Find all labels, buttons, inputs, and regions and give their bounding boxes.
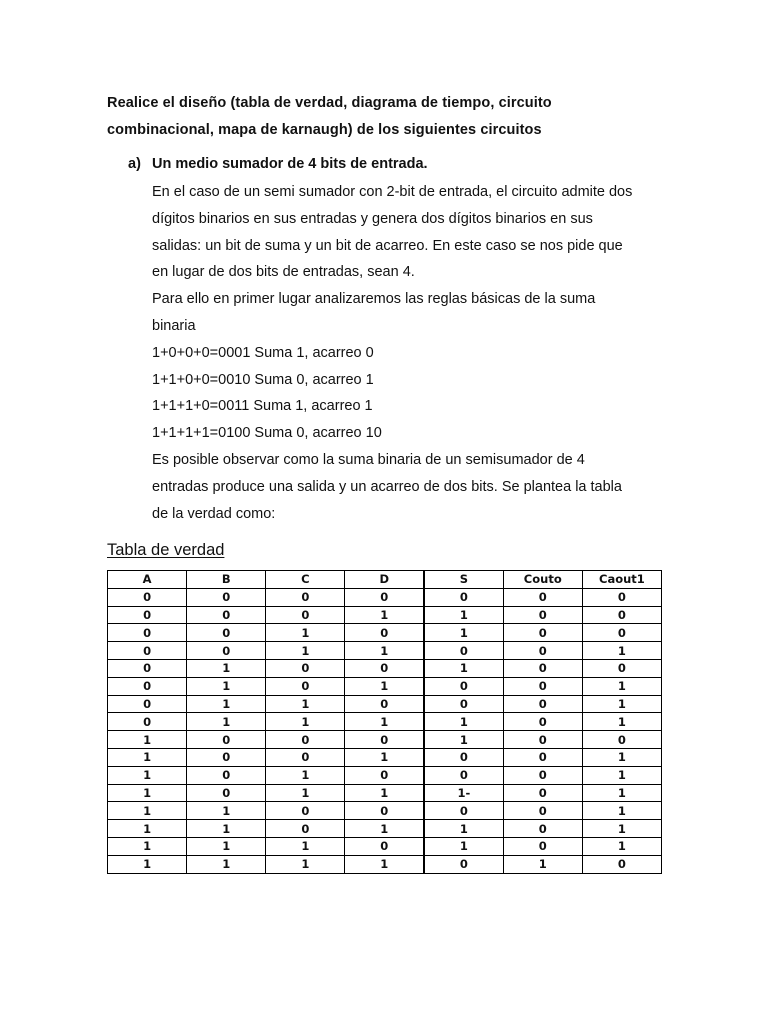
table-cell: 0 [345, 837, 424, 855]
table-row [108, 642, 662, 660]
table-cell: 1 [345, 713, 424, 731]
table-cell: 0 [345, 588, 424, 606]
table-cell: 1 [345, 642, 424, 660]
column-header: Couto [503, 571, 582, 589]
body-line: en lugar de dos bits de entradas, sean 4. [152, 264, 415, 281]
table-cell: 0 [266, 606, 345, 624]
table-cell: 1 [266, 642, 345, 660]
table-cell: 1 [582, 766, 661, 784]
table-cell: 1 [582, 784, 661, 802]
table-cell: 0 [503, 659, 582, 677]
table-cell: 0 [424, 695, 503, 713]
table-title: Tabla de verdad [107, 541, 225, 559]
table-cell: 0 [187, 748, 266, 766]
table-cell: 1 [345, 855, 424, 873]
table-cell: 1 [582, 820, 661, 838]
table-cell: 0 [187, 766, 266, 784]
table-cell: 0 [424, 677, 503, 695]
table-cell: 0 [108, 677, 187, 695]
table-cell: 0 [503, 677, 582, 695]
table-row [108, 766, 662, 784]
binary-rule-line: 1+1+0+0=0010 Suma 0, acarreo 1 [152, 371, 374, 388]
table-cell: 0 [503, 766, 582, 784]
table-cell: 1 [424, 624, 503, 642]
table-row [108, 677, 662, 695]
table-cell: 0 [424, 802, 503, 820]
table-row [108, 748, 662, 766]
table-cell: 0 [345, 659, 424, 677]
table-cell: 0 [266, 820, 345, 838]
column-header: C [266, 571, 345, 589]
table-cell: 1 [582, 677, 661, 695]
table-cell: 0 [582, 624, 661, 642]
table-cell: 0 [503, 731, 582, 749]
table-cell: 0 [503, 748, 582, 766]
table-cell: 0 [266, 802, 345, 820]
table-cell: 0 [266, 748, 345, 766]
table-cell: 1 [187, 855, 266, 873]
table-cell: 0 [187, 588, 266, 606]
table-cell: 0 [424, 766, 503, 784]
table-cell: 1 [108, 784, 187, 802]
table-cell: 0 [503, 837, 582, 855]
table-cell: 0 [108, 624, 187, 642]
table-row [108, 855, 662, 873]
truth-table [107, 570, 662, 874]
table-cell: 1 [266, 713, 345, 731]
body-line: En el caso de un semi sumador con 2-bit de entrada, el circuito admite dos [152, 184, 633, 200]
assignment-heading [107, 90, 667, 144]
table-row [108, 695, 662, 713]
binary-rule-line: 1+0+0+0=0001 Suma 1, acarreo 0 [152, 344, 374, 361]
table-cell: 1 [108, 766, 187, 784]
table-cell: 1 [187, 837, 266, 855]
table-cell: 1 [266, 837, 345, 855]
table-cell: 0 [266, 659, 345, 677]
table-cell: 1 [424, 606, 503, 624]
table-cell: 1 [187, 677, 266, 695]
table-row [108, 606, 662, 624]
column-header: D [345, 571, 424, 589]
table-cell: 1 [108, 837, 187, 855]
table-cell: 1 [424, 713, 503, 731]
table-cell: 1 [503, 855, 582, 873]
table-cell: 1 [345, 748, 424, 766]
table-cell: 1 [424, 659, 503, 677]
table-row [108, 784, 662, 802]
table-cell: 0 [424, 642, 503, 660]
table-cell: 0 [424, 588, 503, 606]
column-header: A [108, 571, 187, 589]
table-row [108, 588, 662, 606]
body-line: Para ello en primer lugar analizaremos las reglas básicas de la suma [152, 291, 596, 308]
table-cell: 1 [582, 713, 661, 731]
table-cell: 1 [582, 837, 661, 855]
heading-line-1: Realice el diseño (tabla de verdad, diagrama de tiempo, circuito [107, 95, 552, 111]
table-cell: 1 [187, 695, 266, 713]
table-cell: 0 [345, 624, 424, 642]
table-cell: 0 [108, 713, 187, 731]
table-cell: 0 [345, 766, 424, 784]
table-cell: 0 [187, 731, 266, 749]
table-cell: 1 [424, 820, 503, 838]
table-cell: 0 [187, 624, 266, 642]
table-cell: 0 [503, 642, 582, 660]
table-cell: 0 [108, 588, 187, 606]
table-cell: 0 [503, 695, 582, 713]
table-cell: 1 [582, 642, 661, 660]
table-cell: 0 [582, 855, 661, 873]
table-cell: 1 [424, 731, 503, 749]
table-cell: 1 [187, 659, 266, 677]
table-cell: 0 [345, 802, 424, 820]
table-cell: 0 [108, 695, 187, 713]
table-cell: 0 [108, 659, 187, 677]
binary-rule-line: 1+1+1+1=0100 Suma 0, acarreo 10 [152, 425, 382, 442]
table-cell: 0 [424, 748, 503, 766]
table-cell: 1 [108, 820, 187, 838]
table-cell: 0 [187, 642, 266, 660]
table-cell: 0 [582, 659, 661, 677]
table-cell: 0 [503, 606, 582, 624]
table-cell: 1 [266, 855, 345, 873]
table-cell: 0 [266, 588, 345, 606]
table-cell: 0 [345, 731, 424, 749]
table-cell: 0 [108, 642, 187, 660]
table-cell: 1 [187, 820, 266, 838]
table-cell: 1 [345, 677, 424, 695]
table-row [108, 802, 662, 820]
binary-rule-line: 1+1+1+0=0011 Suma 1, acarreo 1 [152, 398, 373, 415]
table-cell: 1 [266, 766, 345, 784]
table-cell: 0 [108, 606, 187, 624]
table-cell: 0 [503, 802, 582, 820]
table-cell: 1- [424, 784, 503, 802]
table-cell: 0 [345, 695, 424, 713]
item-body [152, 179, 672, 527]
body-line: salidas: un bit de suma y un bit de acarreo. En este caso se nos pide que [152, 237, 623, 254]
table-cell: 1 [582, 748, 661, 766]
item-title: Un medio sumador de 4 bits de entrada. [152, 156, 428, 172]
table-cell: 0 [503, 820, 582, 838]
table-cell: 1 [266, 695, 345, 713]
column-header: B [187, 571, 266, 589]
truth-table-body [108, 588, 662, 873]
table-cell: 1 [345, 784, 424, 802]
table-cell: 1 [345, 820, 424, 838]
table-cell: 0 [503, 784, 582, 802]
table-cell: 0 [582, 606, 661, 624]
table-row [108, 731, 662, 749]
body-line: Es posible observar como la suma binaria de un semisumador de 4 [152, 451, 585, 468]
column-header: Caout1 [582, 571, 661, 589]
table-header-row [108, 571, 662, 589]
table-cell: 0 [582, 731, 661, 749]
table-cell: 0 [266, 731, 345, 749]
table-cell: 1 [108, 802, 187, 820]
table-row [108, 624, 662, 642]
heading-line-2: combinacional, mapa de karnaugh) de los siguientes circuitos [107, 122, 542, 138]
table-cell: 0 [187, 606, 266, 624]
table-cell: 1 [187, 802, 266, 820]
table-cell: 1 [424, 837, 503, 855]
table-row [108, 659, 662, 677]
table-cell: 0 [582, 588, 661, 606]
table-cell: 1 [582, 802, 661, 820]
body-line: entradas produce una salida y un acarreo de dos bits. Se plantea la tabla [152, 478, 622, 495]
table-cell: 0 [187, 784, 266, 802]
table-row [108, 837, 662, 855]
table-cell: 0 [503, 713, 582, 731]
table-cell: 1 [266, 624, 345, 642]
table-cell: 0 [503, 624, 582, 642]
table-cell: 1 [108, 855, 187, 873]
table-cell: 0 [424, 855, 503, 873]
body-line: de la verdad como: [152, 505, 276, 522]
table-cell: 1 [582, 695, 661, 713]
table-cell: 1 [266, 784, 345, 802]
table-cell: 1 [345, 606, 424, 624]
table-row [108, 820, 662, 838]
body-line: binaria [152, 317, 196, 334]
column-header: S [424, 571, 503, 589]
table-cell: 0 [503, 588, 582, 606]
body-line: dígitos binarios en sus entradas y genera dos dígitos binarios en sus [152, 210, 593, 227]
table-cell: 1 [108, 748, 187, 766]
table-cell: 1 [108, 731, 187, 749]
item-label: a) [128, 156, 141, 172]
table-cell: 0 [266, 677, 345, 695]
table-row [108, 713, 662, 731]
table-cell: 1 [187, 713, 266, 731]
